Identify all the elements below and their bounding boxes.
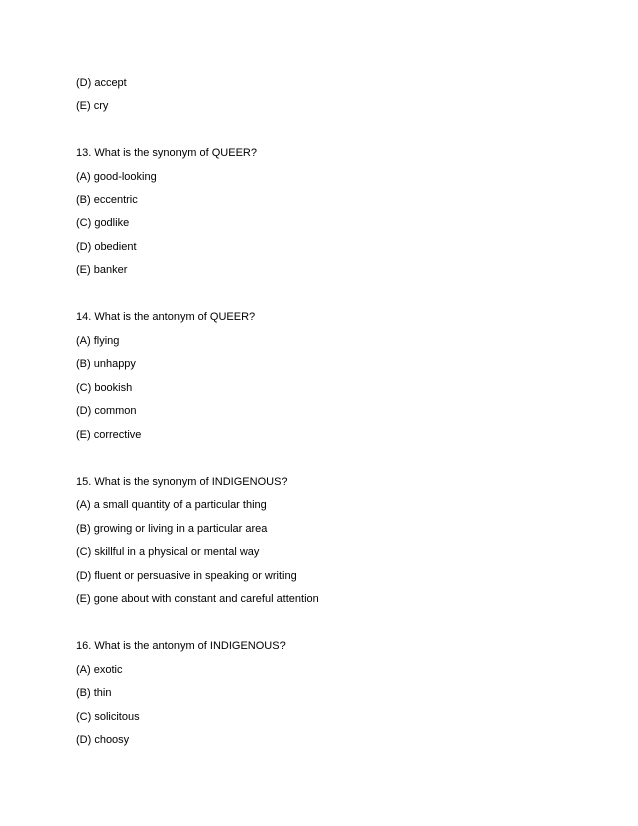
answer-option-e: (E) cry [76, 100, 109, 112]
answer-option-e: (E) corrective [76, 429, 142, 441]
answer-option-e: (E) banker [76, 264, 128, 276]
answer-option-b: (B) growing or living in a particular area [76, 523, 268, 535]
answer-option-a: (A) flying [76, 335, 120, 347]
question-16: 16. What is the antonym of INDIGENOUS? [76, 640, 286, 652]
answer-option-b: (B) thin [76, 687, 112, 699]
answer-option-d: (D) common [76, 405, 137, 417]
answer-option-e: (E) gone about with constant and careful attention [76, 593, 319, 605]
question-14: 14. What is the antonym of QUEER? [76, 311, 256, 323]
answer-option-c: (C) solicitous [76, 711, 140, 723]
answer-option-d: (D) fluent or persuasive in speaking or writing [76, 570, 297, 582]
question-13: 13. What is the synonym of QUEER? [76, 147, 257, 159]
answer-option-a: (A) exotic [76, 664, 123, 676]
answer-option-d: (D) accept [76, 77, 127, 89]
answer-option-b: (B) eccentric [76, 194, 138, 206]
answer-option-c: (C) godlike [76, 217, 130, 229]
answer-option-a: (A) good-looking [76, 171, 157, 183]
answer-option-c: (C) skillful in a physical or mental way [76, 546, 260, 558]
answer-option-c: (C) bookish [76, 382, 133, 394]
answer-option-d: (D) choosy [76, 734, 130, 746]
answer-option-a: (A) a small quantity of a particular thing [76, 499, 267, 511]
question-15: 15. What is the synonym of INDIGENOUS? [76, 476, 288, 488]
answer-option-d: (D) obedient [76, 241, 137, 253]
answer-option-b: (B) unhappy [76, 358, 136, 370]
